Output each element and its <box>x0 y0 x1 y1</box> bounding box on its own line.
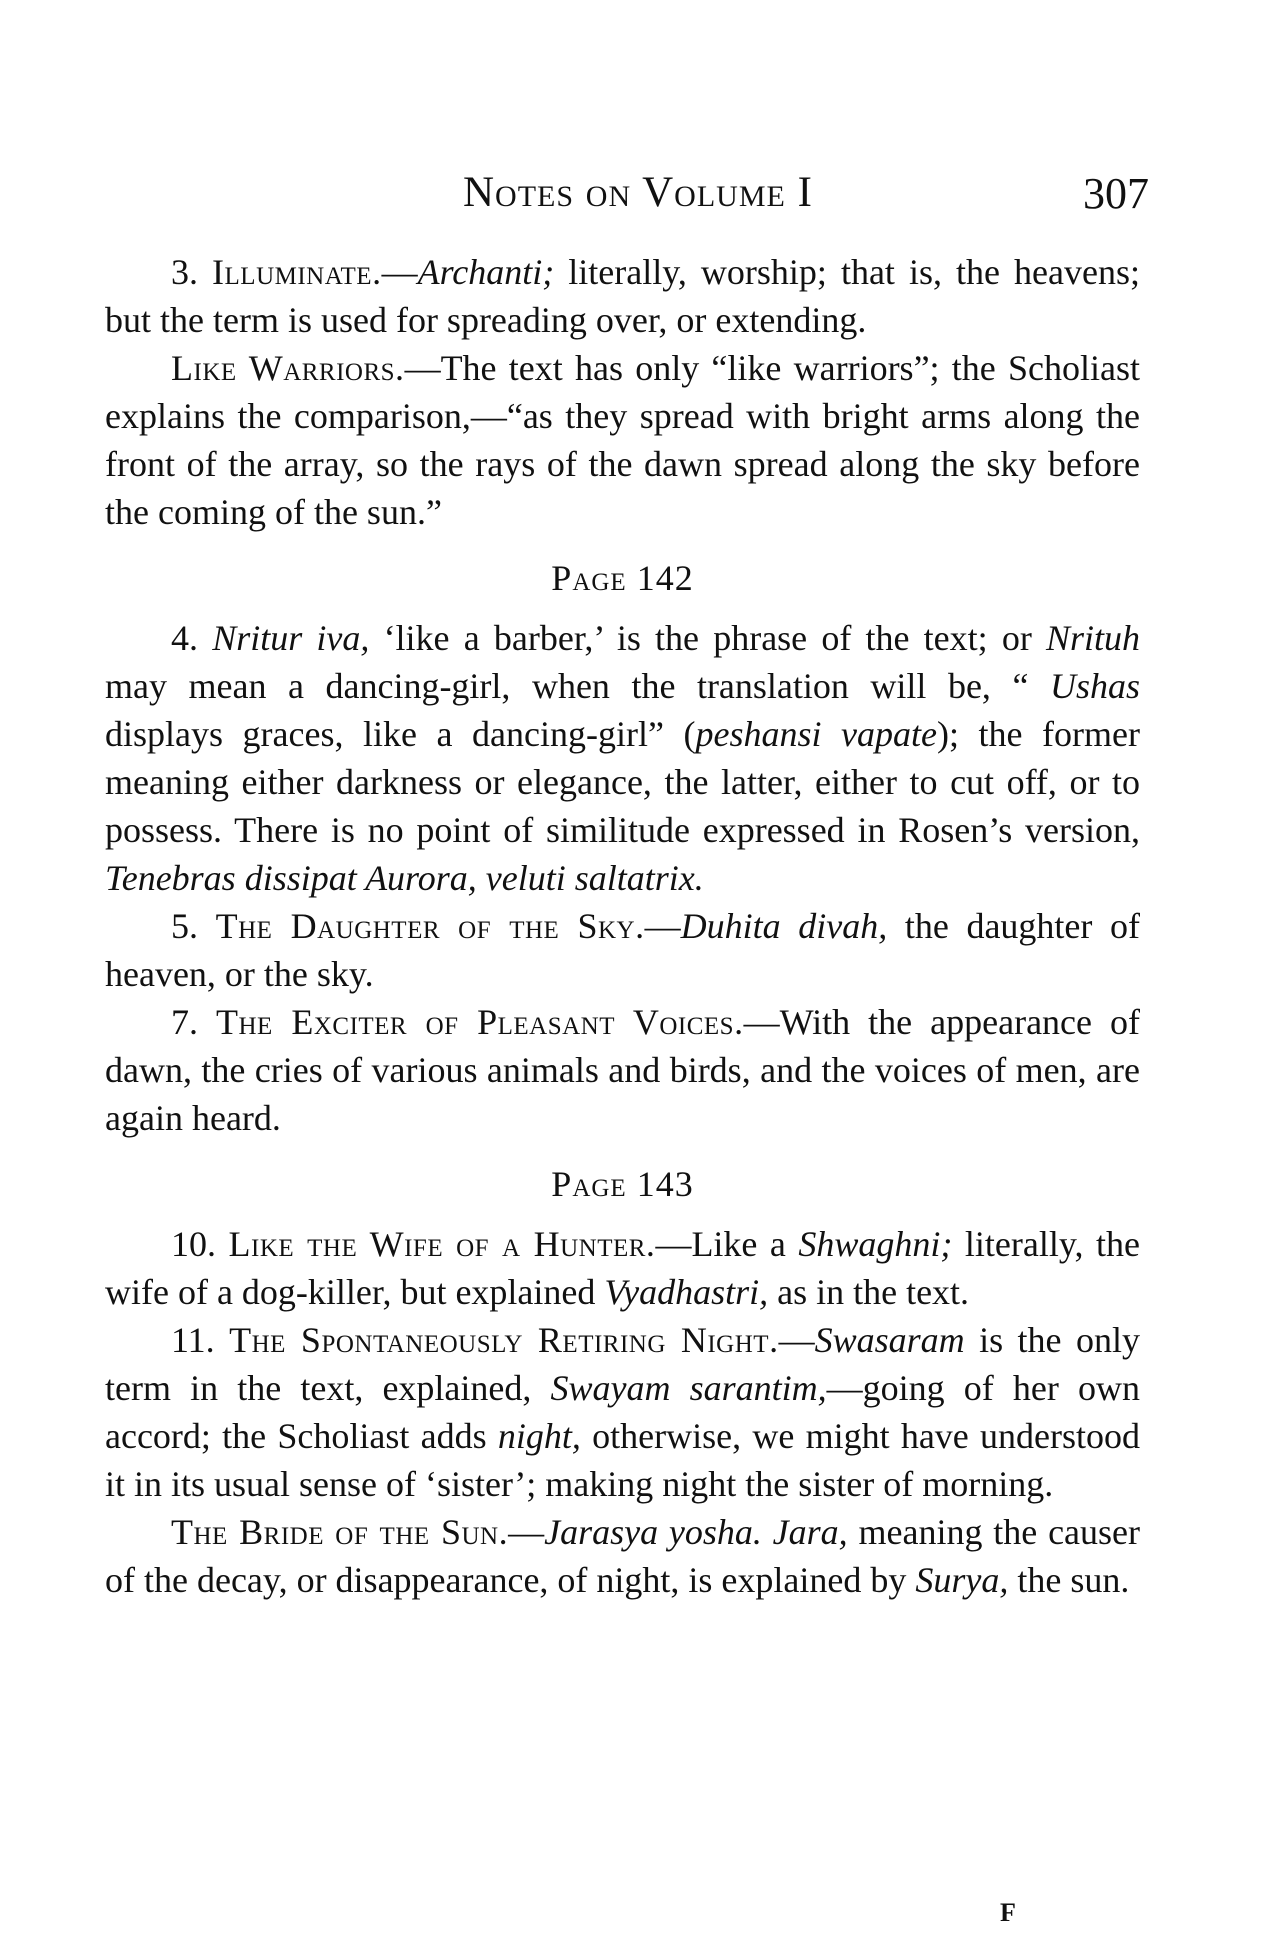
running-title: Notes on Volume I <box>463 169 813 216</box>
notes-body <box>105 248 1140 1604</box>
signature-mark: F <box>1000 1898 1016 1927</box>
note-10: 10. Like the Wife of a Hunter.—Like a Shwaghni; literally, the wife of a dog-killer, but explained Vyadhastri, as in the text. <box>105 1224 1141 1312</box>
note-4: 4. Nritur iva, ‘like a barber,’ is the phrase of the text; or Nrituh may mean a dancing-girl, when the translation will be, “ Ushas displays graces, like a dancing-girl” (peshansi vapate); the former meaning either darkness or elegance, the latter, either to cut off, or to possess. There is no point of similitude expressed in Rosen’s version, Tenebras dissipat Aurora, veluti saltatrix. <box>105 618 1141 898</box>
note-heading: The Exciter of Pleasant Voices. <box>216 1002 744 1042</box>
note-bride-of-the-sun: The Bride of the Sun.—Jarasya yosha. Jara, meaning the causer of the decay, or disappearance, of night, is explained by Surya, the sun. <box>105 1512 1141 1600</box>
note-heading: The Daughter of the Sky. <box>215 906 645 946</box>
note-3: 3. Illuminate.—Archanti; literally, worship; that is, the heavens; but the term is used for spreading over, or extending. <box>105 252 1140 340</box>
note-heading: The Spontaneously Retiring Night. <box>229 1320 779 1360</box>
note-7: 7. The Exciter of Pleasant Voices.—With the appearance of dawn, the cries of various animals and birds, and the voices of men, are again heard. <box>105 1002 1141 1138</box>
note-11: 11. The Spontaneously Retiring Night.—Swasaram is the only term in the text, explained, Swayam sarantim,—going of her own accord; the Scholiast adds night, otherwise, we might have understood it in its usual sense of ‘sister’; making night the sister of morning. <box>105 1320 1141 1504</box>
section-heading-page-142: Page 142 <box>551 558 694 598</box>
sanskrit-term: Archanti; <box>417 252 555 292</box>
page-header <box>0 168 1275 228</box>
note-heading: Like the Wife of a Hunter. <box>228 1224 656 1264</box>
note-5: 5. The Daughter of the Sky.—Duhita divah, the daughter of heaven, or the sky. <box>105 906 1141 994</box>
note-heading: The Bride of the Sun. <box>171 1512 509 1552</box>
page-number: 307 <box>1083 169 1149 218</box>
section-heading-page-143: Page 143 <box>551 1164 694 1204</box>
note-heading: Illuminate. <box>212 252 382 292</box>
note-heading: Like Warriors. <box>171 348 405 388</box>
note-like-warriors: Like Warriors.—The text has only “like warriors”; the Scholiast explains the comparison,—“as they spread with bright arms along the front of the array, so the rays of the dawn spread along the sky before the coming of the sun.” <box>105 348 1140 532</box>
sanskrit-term: Duhita divah, <box>680 906 888 946</box>
